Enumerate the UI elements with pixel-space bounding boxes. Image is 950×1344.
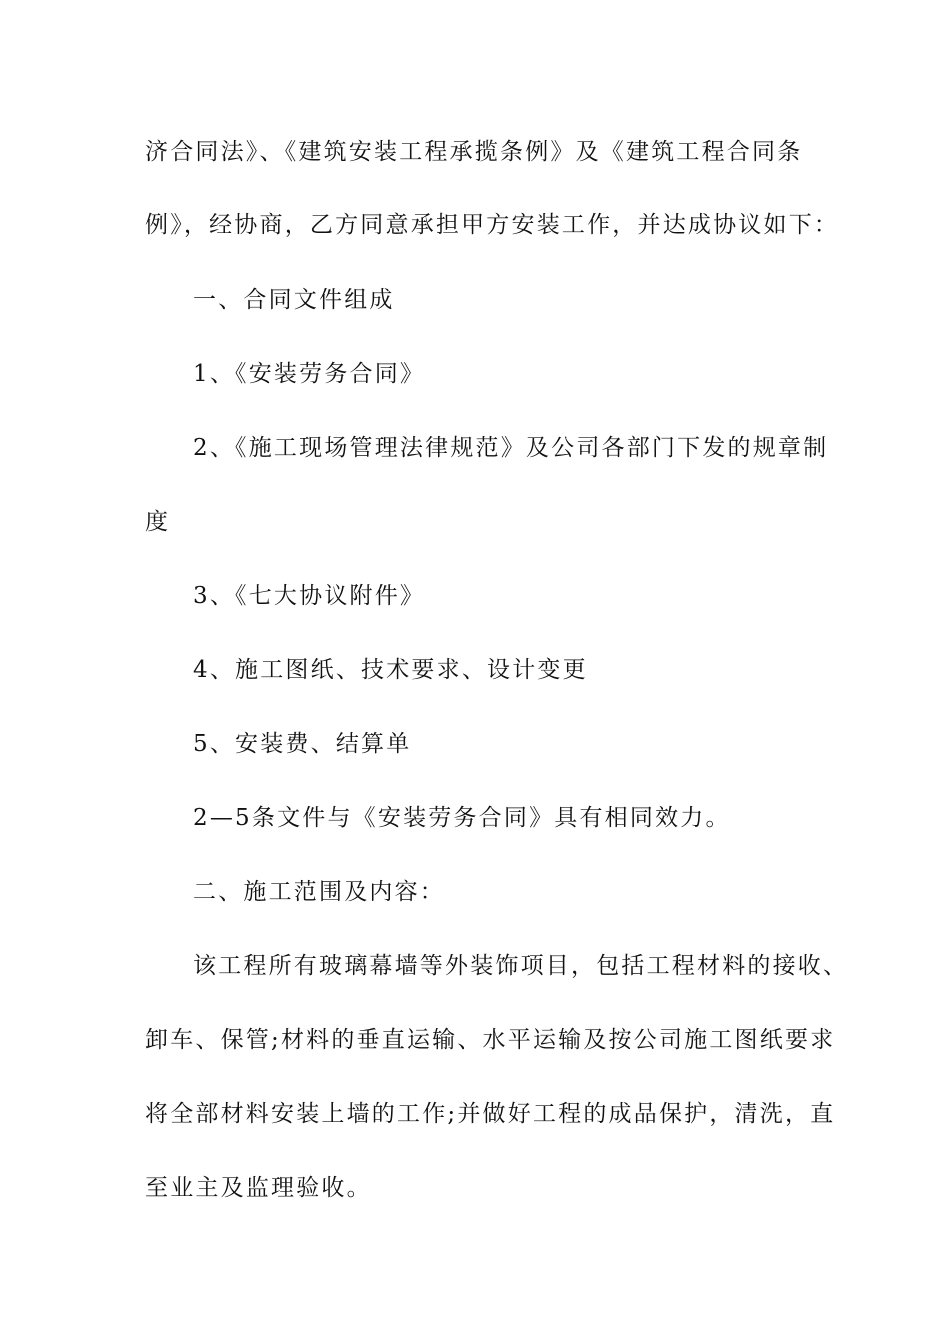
- list-item: 2、《施工现场管理法律规范》及公司各部门下发的规章制: [193, 435, 829, 461]
- text-line: 济合同法》、《建筑安装工程承揽条例》及《建筑工程合同条: [145, 139, 803, 165]
- list-item: 1、《安装劳务合同》: [193, 361, 426, 387]
- paragraph-line: 将全部材料安装上墙的工作;并做好工程的成品保护，清洗，直: [145, 1101, 836, 1127]
- text-line: 度: [145, 509, 171, 535]
- section-heading: 一、合同文件组成: [193, 287, 395, 313]
- list-item: 4、施工图纸、技术要求、设计变更: [193, 657, 588, 683]
- paragraph-line: 至业主及监理验收。: [145, 1175, 372, 1201]
- paragraph-line: 该工程所有玻璃幕墙等外装饰项目，包括工程材料的接收、: [193, 953, 849, 979]
- list-item: 5、安装费、结算单: [193, 731, 412, 757]
- text-line: 例》，经协商，乙方同意承担甲方安装工作，并达成协议如下：: [145, 212, 840, 238]
- section-heading: 二、施工范围及内容：: [193, 879, 445, 905]
- text-line: 2—5条文件与《安装劳务合同》具有相同效力。: [193, 805, 731, 831]
- list-item: 3、《七大协议附件》: [193, 583, 426, 609]
- paragraph-line: 卸车、保管;材料的垂直运输、水平运输及按公司施工图纸要求: [145, 1027, 836, 1053]
